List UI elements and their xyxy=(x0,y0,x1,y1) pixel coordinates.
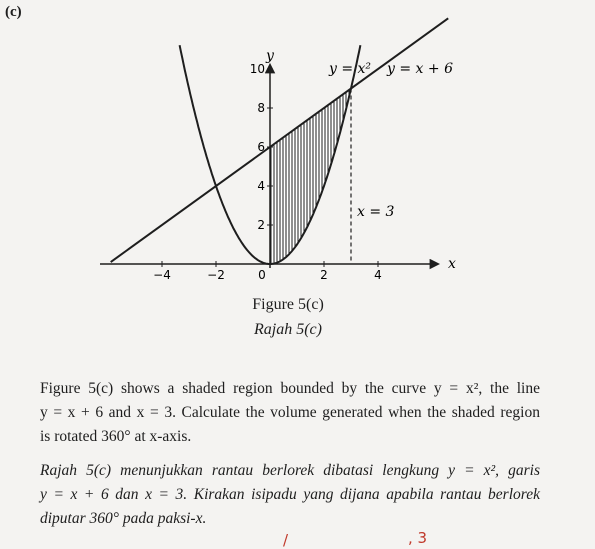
question-en-line-2: y = x + 6 and x = 3. Calculate the volume generated when the shaded region xyxy=(40,404,540,421)
y-tick-label: 2 xyxy=(257,218,265,232)
figure-caption-ms: Rajah 5(c) xyxy=(254,321,322,338)
y-tick-label: 10 xyxy=(249,62,265,76)
line-label: y = x + 6 xyxy=(387,61,453,77)
question-ms-line-3: diputar 360° pada paksi-x. xyxy=(40,510,207,527)
y-tick-label: 8 xyxy=(257,101,265,115)
y-tick-label: 6 xyxy=(257,140,265,154)
curve-label: y = x² xyxy=(328,61,372,77)
figure-caption-en: Figure 5(c) xyxy=(252,296,324,313)
handwritten-mark-1: / xyxy=(283,531,289,549)
origin-label: 0 xyxy=(258,268,266,282)
handwritten-mark-2: , 3 xyxy=(408,529,428,547)
question-ms xyxy=(40,459,540,531)
part-label: (c) xyxy=(5,4,22,20)
question-en xyxy=(40,377,540,449)
vline-label: x = 3 xyxy=(357,204,395,220)
question-ms-line-2: y = x + 6 dan x = 3. Kirakan isipadu yang dijana apabila rantau berlorek xyxy=(40,486,540,503)
y-tick-label: 4 xyxy=(257,179,265,193)
x-tick-label: −2 xyxy=(207,268,225,282)
x-tick-label: 4 xyxy=(374,268,382,282)
shaded-region xyxy=(270,89,351,265)
x-tick-label: −4 xyxy=(153,268,171,282)
question-en-line-3: is rotated 360° at x-axis. xyxy=(40,428,192,445)
x-tick-label: 2 xyxy=(320,268,328,282)
question-en-line-1: Figure 5(c) shows a shaded region bounded by the curve y = x², the line xyxy=(40,380,540,397)
question-ms-line-1: Rajah 5(c) menunjukkan rantau berlorek dibatasi lengkung y = x², garis xyxy=(40,462,540,479)
y-axis-label: y xyxy=(266,48,274,64)
x-axis-label: x xyxy=(448,256,456,272)
